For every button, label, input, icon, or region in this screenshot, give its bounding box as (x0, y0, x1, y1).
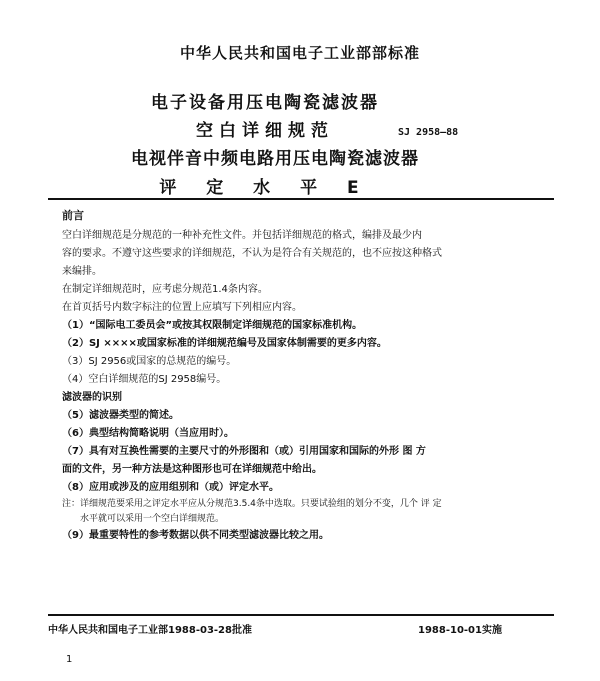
list-item: （3）SJ 2956或国家的总规范的编号。 (62, 356, 237, 367)
list-item-continuation: 面的文件，另一种方法是这种图形也可在详细规范中给出。 (62, 464, 322, 475)
paragraph: 容的要求。不遵守这些要求的详细规范，不认为是符合有关规范的，也不应按这种格式 (62, 248, 442, 259)
list-item: （1）“国际电工委员会”或按其权限制定详细规范的国家标准机构。 (62, 320, 363, 331)
preface-heading: 前言 (62, 209, 84, 222)
list-item: （7）具有对互换性需要的主要尺寸的外形图和（或）引用国家和国际的外形 图 方 (62, 446, 426, 457)
list-item: （2）SJ ××××或国家标准的详细规范编号及国家体制需要的更多内容。 (62, 338, 387, 349)
list-item: （9）最重要特性的参考数据以供不同类型滤波器比较之用。 (62, 530, 329, 541)
paragraph: 在制定详细规范时，应考虑分规范1.4条内容。 (62, 284, 268, 295)
note-line: 注：详细规范要采用之评定水平应从分规范3.5.4条中选取。只要试验组的划分不变，几个 评 定 (62, 499, 442, 509)
issuing-authority: 中华人民共和国电子工业部部标准 (179, 44, 420, 62)
note-line: 水平就可以采用一个空白详细规范。 (80, 514, 225, 524)
paragraph: 空白详细规范是分规范的一种补充性文件。并包括详细规范的格式，编排及最少内 (62, 230, 422, 241)
title-line-4: 评 定 水 平 E (159, 178, 371, 198)
list-item: （6）典型结构简略说明（当应用时）。 (62, 428, 234, 439)
document-body (62, 207, 542, 545)
standard-number: SJ 2958—88 (398, 127, 459, 138)
footer-divider (48, 614, 554, 616)
top-divider (48, 198, 554, 200)
filter-identification-heading: 滤波器的识别 (62, 392, 122, 403)
paragraph: 来编排。 (62, 266, 102, 277)
list-item: （8）应用或涉及的应用组别和（或）评定水平。 (62, 482, 279, 493)
page-number: 1 (66, 654, 73, 665)
title-line-2: 空白详细规范 (196, 121, 334, 141)
title-line-1: 电子设备用压电陶瓷滤波器 (151, 93, 379, 113)
list-item: （5）滤波器类型的简述。 (62, 410, 179, 421)
list-item: （4）空白详细规范的SJ 2958编号。 (62, 374, 227, 385)
approval-line: 中华人民共和国电子工业部1988-03-28批准 (48, 625, 252, 636)
title-line-3: 电视伴音中频电路用压电陶瓷滤波器 (131, 149, 419, 169)
implementation-date: 1988-10-01实施 (418, 625, 502, 636)
paragraph: 在首页括号内数字标注的位置上应填写下列相应内容。 (62, 302, 302, 313)
